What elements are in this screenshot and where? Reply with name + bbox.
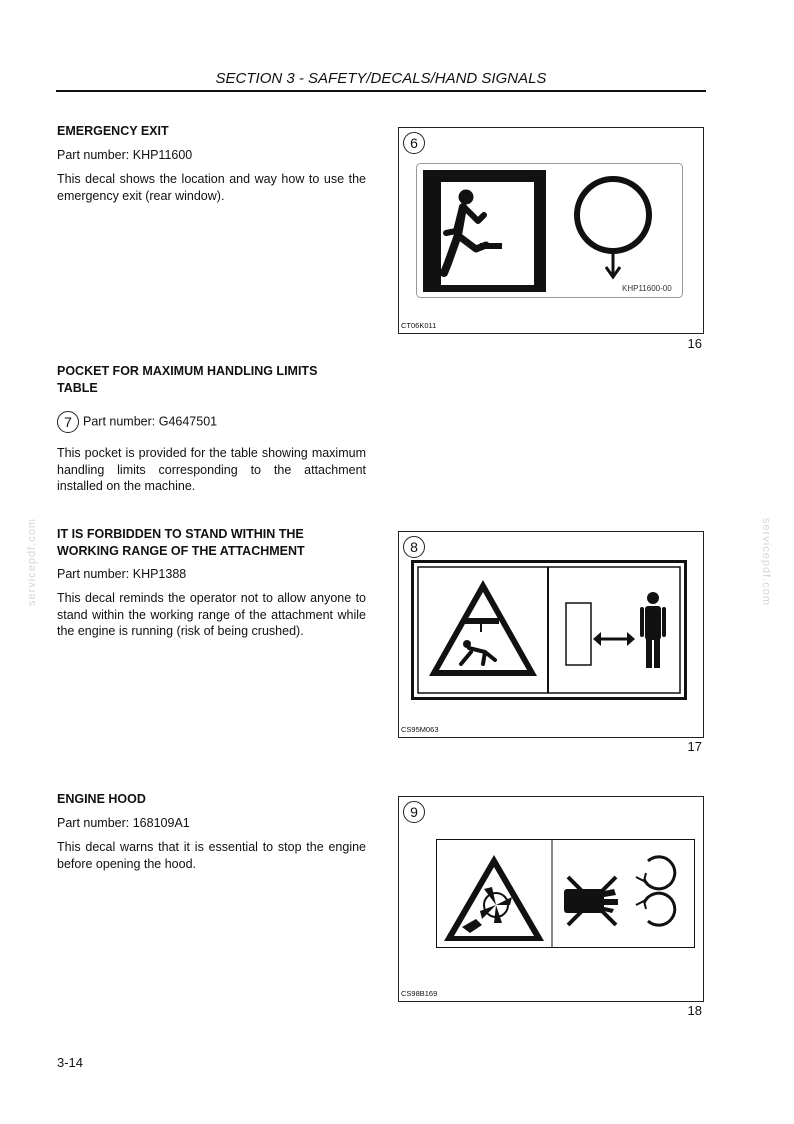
section-heading: IT IS FORBIDDEN TO STAND WITHIN THE WORKING RANGE OF THE ATTACHMENT — [57, 527, 305, 558]
section-body: This decal shows the location and way how to use the emergency exit (rear window). — [57, 172, 366, 203]
part-number-row — [57, 411, 367, 433]
callout-marker: 8 — [403, 536, 425, 558]
page-header: SECTION 3 - SAFETY/DECALS/HAND SIGNALS — [56, 68, 706, 92]
emergency-exit-decal — [416, 163, 684, 299]
attachment-icon — [566, 603, 591, 665]
section-heading: POCKET FOR MAXIMUM HANDLING LIMITS TABLE — [57, 364, 318, 395]
part-number: Part number: KHP11600 — [57, 148, 193, 162]
figure-emergency-exit — [398, 127, 704, 334]
person-icon — [640, 592, 666, 668]
section-body: This decal warns that it is essential to stop the engine before opening the hood. — [57, 840, 366, 871]
double-arrow-icon — [593, 632, 635, 646]
callout-marker: 7 — [57, 411, 79, 433]
section-body: This pocket is provided for the table showing maximum handling limits corresponding to the attachment installed on the machine. — [57, 446, 366, 493]
crush-warning-icon — [429, 580, 537, 676]
callout-marker: 6 — [403, 132, 425, 154]
figure-number: 16 — [687, 336, 702, 351]
figure-code: CT06K011 — [401, 321, 437, 330]
watermark-left: servicepdf.com — [25, 518, 38, 606]
engine-hood-decal — [436, 839, 696, 949]
figure-code: CS95M063 — [401, 725, 439, 734]
figure-crush-hazard — [398, 531, 704, 738]
figure-number: 17 — [687, 739, 702, 754]
figure-code: CS98B169 — [401, 989, 438, 998]
callout-marker: 9 — [403, 801, 425, 823]
figure-engine-hood — [398, 796, 704, 1002]
figure-number: 18 — [687, 1003, 702, 1018]
part-number: Part number: KHP1388 — [57, 567, 187, 581]
rotation-arrows-icon — [636, 857, 675, 925]
no-hand-icon — [564, 877, 618, 925]
decal-code: KHP11600-00 — [622, 284, 672, 293]
section-body: This decal reminds the operator not to allow anyone to stand within the working range of the attachment while the engine is running (risk of being crushed). — [57, 591, 366, 638]
crush-hazard-decal — [411, 560, 687, 700]
section-heading: EMERGENCY EXIT — [57, 124, 169, 138]
part-number: Part number: G4647501 — [83, 414, 218, 429]
section-heading: ENGINE HOOD — [57, 792, 146, 806]
part-number: Part number: 168109A1 — [57, 816, 190, 830]
page-number: 3-14 — [57, 1055, 84, 1070]
fan-warning-icon — [444, 855, 544, 941]
watermark-right: servicepdf.com — [759, 518, 772, 606]
